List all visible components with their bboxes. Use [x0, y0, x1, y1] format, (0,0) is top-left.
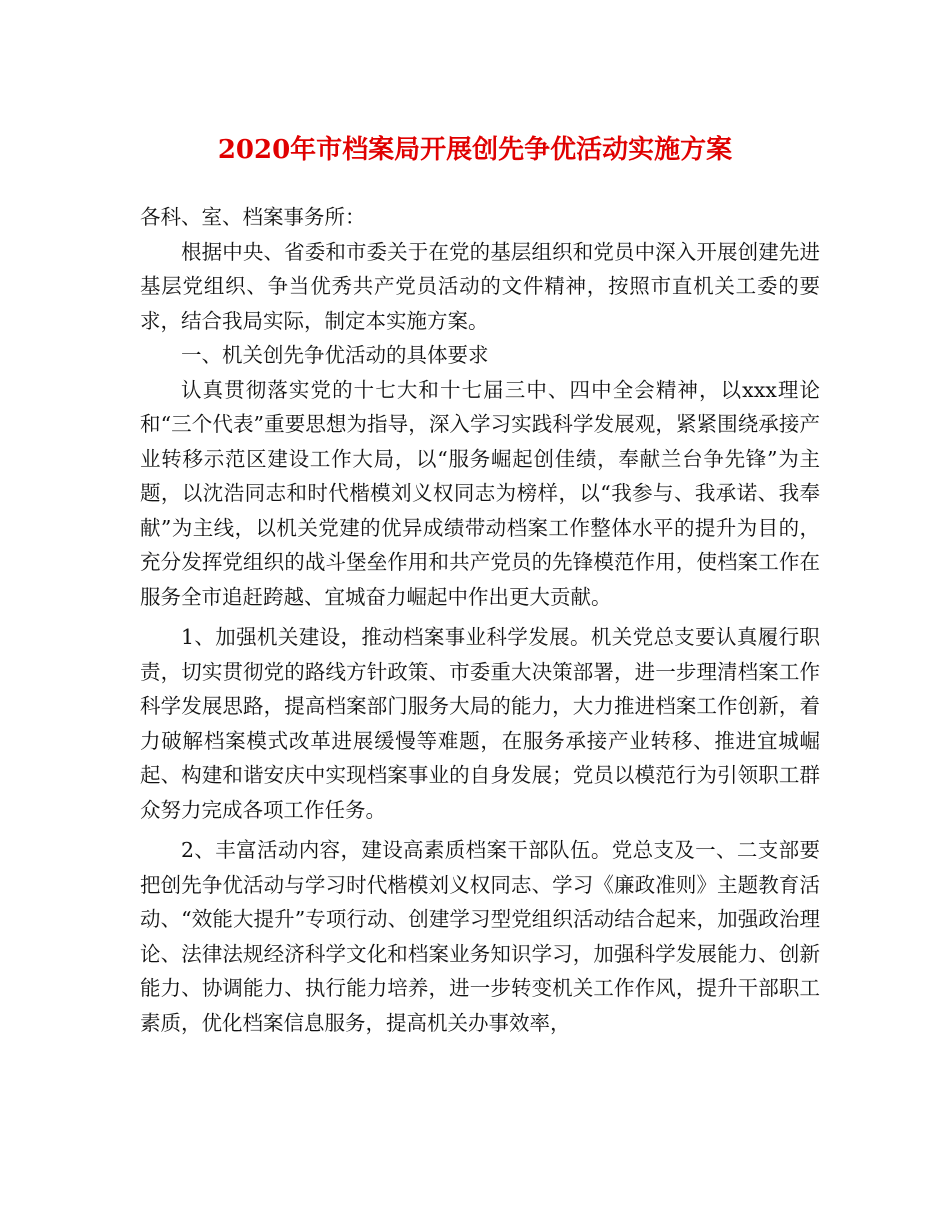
- paragraph-intro: 根据中央、省委和市委关于在党的基层组织和党员中深入开展创建先进基层党组织、争当优秀共产党员活动的文件精神，按照市直机关工委的要求，结合我局实际，制定本实施方案。: [140, 239, 820, 333]
- paragraph-item-2: 2、丰富活动内容，建设高素质档案干部队伍。党总支及一、二支部要把创先争优活动与学习时代楷模刘义权同志、学习《廉政准则》主题教育活动、“效能大提升”专项行动、创建学习型党组织活动结合起来，加强政治理论、法律法规经济科学文化和档案业务知识学习，加强科学发展能力、创新能力、协调能力、执行能力培养，进一步转变机关工作作风，提升干部职工素质，优化档案信息服务，提高机关办事效率，: [140, 838, 820, 1035]
- section-heading-1: 一、机关创先争优活动的具体要求: [181, 343, 489, 367]
- paragraph-item-1: 1、加强机关建设，推动档案事业科学发展。机关党总支要认真履行职责，切实贯彻党的路线方针政策、市委重大决策部署，进一步理清档案工作科学发展思路，提高档案部门服务大局的能力，大力推进档案工作创新，着力破解档案模式改革进展缓慢等难题，在服务承接产业转移、推进宜城崛起、构建和谐安庆中实现档案事业的自身发展；党员以模范行为引领职工群众努力完成各项工作任务。: [140, 625, 820, 822]
- document-body: [140, 200, 820, 1040]
- salutation: 各科、室、档案事务所：: [140, 205, 366, 229]
- document-title: 2020年市档案局开展创先争优活动实施方案: [217, 135, 733, 165]
- paragraph-requirements: 认真贯彻落实党的十七大和十七届三中、四中全会精神，以xxx理论和“三个代表”重要思想为指导，深入学习实践科学发展观，紧紧围绕承接产业转移示范区建设工作大局，以“服务崛起创佳绩，奉献兰台争先锋”为主题，以沈浩同志和时代楷模刘义权同志为榜样，以“我参与、我承诺、我奉献”为主线，以机关党建的优异成绩带动档案工作整体水平的提升为目的，充分发挥党组织的战斗堡垒作用和共产党员的先锋模范作用，使档案工作在服务全市追赶跨越、宜城奋力崛起中作出更大贡献。: [140, 377, 820, 609]
